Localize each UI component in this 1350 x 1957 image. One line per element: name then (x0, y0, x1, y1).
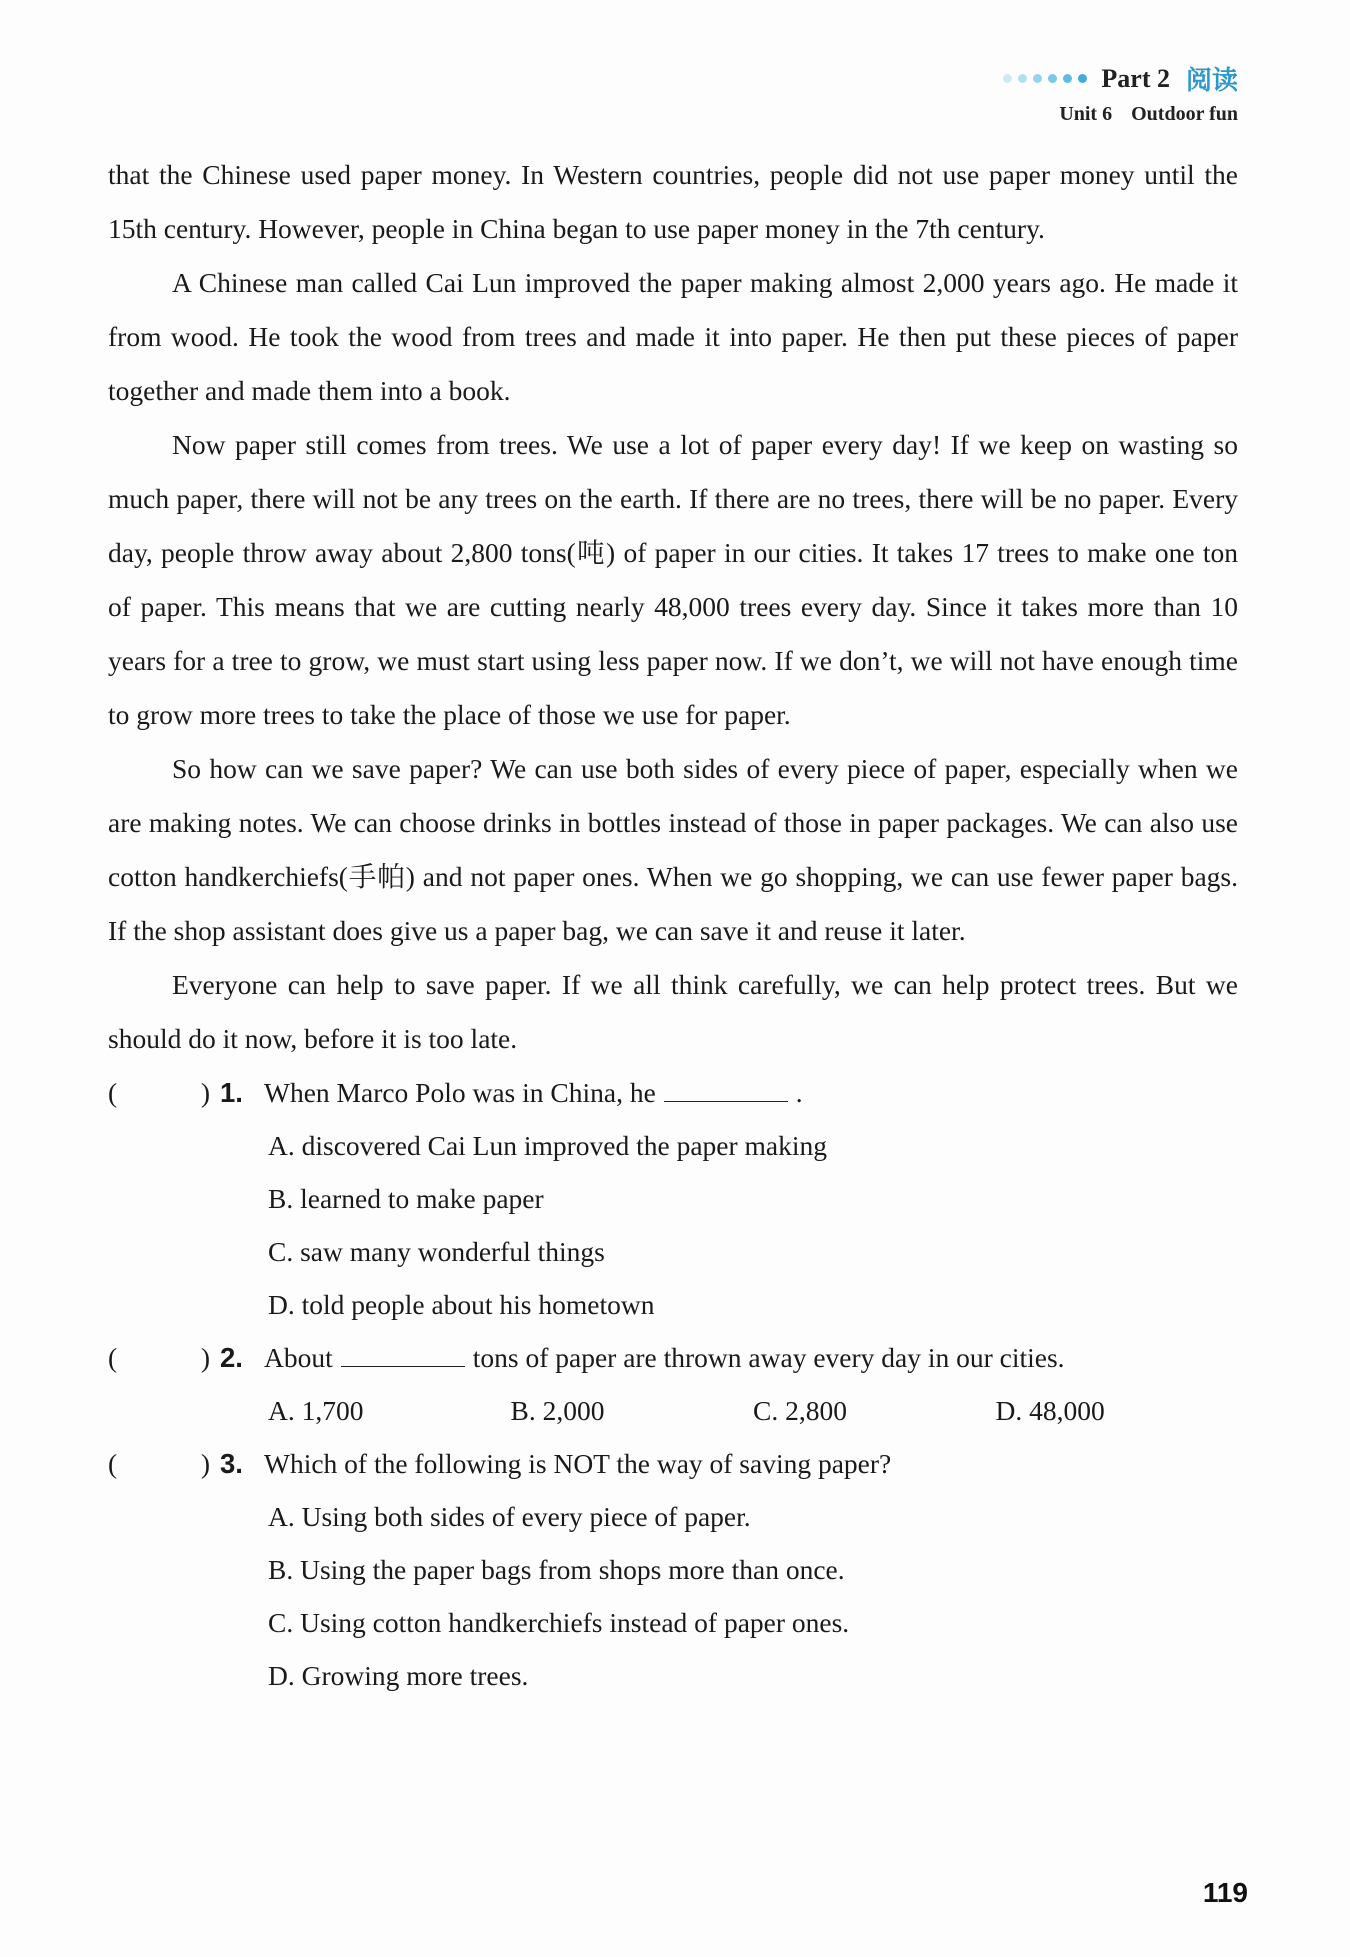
unit-label: Unit 6 (1059, 103, 1113, 125)
answer-bracket[interactable]: ( ) (108, 1077, 210, 1108)
question-number: 1. (220, 1077, 243, 1108)
question-number: 2. (220, 1342, 243, 1373)
paragraph: So how can we save paper? We can use both sides of every piece of paper, especially when we are making notes. We can choose drinks in bottles instead of those in paper packages. We can also use cotton handkerchiefs(手帕) and not paper ones. When we go shopping, we can use fewer paper bags. If the shop assistant does give us a paper bag, we can save it and reuse it later. (108, 753, 1238, 946)
option-b: B. learned to make paper (268, 1183, 544, 1214)
question-stem: Which of the following is NOT the way of saving paper? (264, 1448, 892, 1479)
part-chinese-label: 阅读 (1185, 66, 1238, 96)
paragraph-continued: that the Chinese used paper money. In Western countries, people did not use paper money until the 15th century. However, people in China began to use paper money in the 7th century. (108, 159, 1238, 244)
option-d: D. told people about his hometown (268, 1289, 655, 1320)
option-d: D. 48,000 (995, 1395, 1105, 1426)
question-1 (108, 1066, 1238, 1331)
page-content (108, 148, 1238, 1702)
page-number: 119 (1202, 1877, 1248, 1908)
decorative-dots-icon (1003, 74, 1087, 83)
paragraph: Now paper still comes from trees. We use a lot of paper every day! If we keep on wasting so much paper, there will not be any trees on the earth. If there are no trees, there will be no paper. Every day, people throw away about 2,800 tons(吨) of paper in our cities. It takes 17 trees to make one ton of paper. This means that we are cutting nearly 48,000 trees every day. Since it takes more than 10 years for a tree to grow, we must start using less paper now. If we don’t, we will not have enough time to grow more trees to take the place of those we use for paper. (108, 429, 1238, 730)
question-stem-end: . (795, 1077, 803, 1108)
page-header (1003, 60, 1238, 126)
question-2 (108, 1331, 1238, 1437)
answer-bracket[interactable]: ( ) (108, 1342, 210, 1373)
answer-blank[interactable] (664, 1079, 788, 1102)
paragraph: Everyone can help to save paper. If we all think carefully, we can help protect trees. But we should do it now, before it is too late. (108, 969, 1238, 1054)
question-stem: When Marco Polo was in China, he (264, 1077, 656, 1108)
header-part-line (1003, 60, 1238, 97)
paragraph: A Chinese man called Cai Lun improved the paper making almost 2,000 years ago. He made it from wood. He took the wood from trees and made it into paper. He then put these pieces of paper together and made them into a book. (108, 267, 1238, 406)
question-stem-end: tons of paper are thrown away every day in our cities. (472, 1342, 1065, 1373)
header-unit-line (1003, 103, 1238, 126)
option-b: B. Using the paper bags from shops more than once. (268, 1554, 845, 1585)
option-c: C. Using cotton handkerchiefs instead of paper ones. (268, 1607, 850, 1638)
answer-bracket[interactable]: ( ) (108, 1448, 210, 1479)
question-number: 3. (220, 1448, 243, 1479)
option-c: C. 2,800 (753, 1395, 847, 1426)
question-stem: About (264, 1342, 333, 1373)
option-c: C. saw many wonderful things (268, 1236, 605, 1267)
option-d: D. Growing more trees. (268, 1660, 529, 1691)
question-3 (108, 1437, 1238, 1702)
option-a: A. discovered Cai Lun improved the paper making (268, 1130, 828, 1161)
unit-title: Outdoor fun (1131, 103, 1238, 125)
option-b: B. 2,000 (510, 1395, 605, 1426)
option-a: A. 1,700 (268, 1395, 364, 1426)
options-row (108, 1384, 1238, 1437)
part-label: Part 2 (1101, 63, 1170, 93)
option-a: A. Using both sides of every piece of paper. (268, 1501, 751, 1532)
answer-blank[interactable] (341, 1344, 465, 1367)
